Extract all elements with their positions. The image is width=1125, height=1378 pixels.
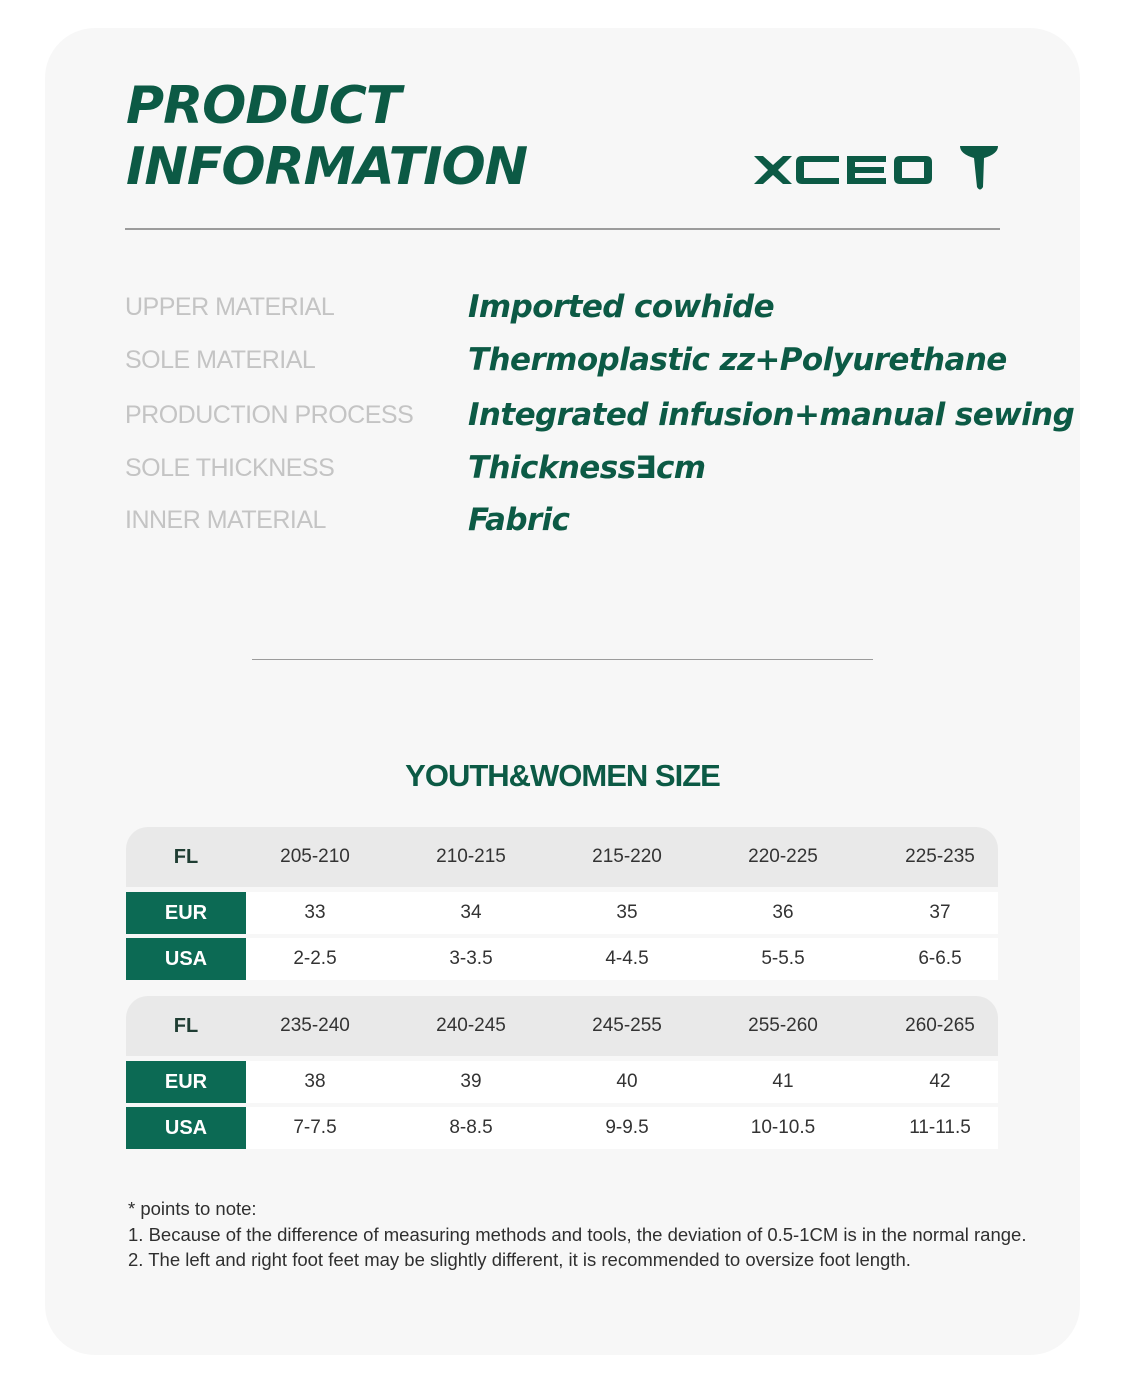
table-cell: 240-245 xyxy=(436,1015,506,1036)
table-cell: 225-235 xyxy=(905,846,975,867)
table-cell: 215-220 xyxy=(592,846,662,867)
brand-logo xyxy=(752,144,1002,196)
table-cell: 7-7.5 xyxy=(293,1117,337,1138)
note-item-2: 2. The left and right foot feet may be slightly different, it is recommended to oversize foot length. xyxy=(128,1249,911,1270)
row-label: FL xyxy=(173,1014,199,1037)
table-cell: 10-10.5 xyxy=(750,1117,816,1138)
page-title xyxy=(126,76,527,198)
section-divider xyxy=(252,659,873,660)
table-cell: 235-240 xyxy=(280,1015,350,1036)
table-cell: 3-3.5 xyxy=(449,948,493,969)
table-cell: 8-8.5 xyxy=(449,1117,493,1138)
spec-value: Imported cowhide xyxy=(468,289,775,325)
spec-label: PRODUCTION PROCESS xyxy=(125,401,414,429)
size-chart-title: YOUTH&WOMEN SIZE xyxy=(405,758,720,793)
table-row-fl xyxy=(126,827,998,887)
table-cell: 220-225 xyxy=(748,846,818,867)
title-line-1: PRODUCT xyxy=(126,76,401,136)
spec-value: Fabric xyxy=(468,502,570,538)
golf-tee-icon xyxy=(960,146,998,190)
spec-row-inner-material xyxy=(125,495,1005,545)
table-cell: 9-9.5 xyxy=(605,1117,649,1138)
table-cell: 205-210 xyxy=(280,846,350,867)
brand-wordmark xyxy=(754,156,932,184)
table-cell: 39 xyxy=(460,1071,482,1092)
table-cell: 6-6.5 xyxy=(918,948,962,969)
spec-value: Thermoplastic zz+Polyurethane xyxy=(468,342,1007,378)
header-divider xyxy=(125,228,1000,230)
table-cell: 37 xyxy=(929,902,951,923)
table-row-usa xyxy=(126,1107,998,1149)
table-row-fl xyxy=(126,996,998,1056)
row-label: FL xyxy=(173,845,199,868)
spec-label: SOLE MATERIAL xyxy=(125,346,316,374)
spec-label: UPPER MATERIAL xyxy=(125,293,335,321)
table-cell: 38 xyxy=(304,1071,326,1092)
table-cell: 4-4.5 xyxy=(605,948,649,969)
note-item-1: 1. Because of the difference of measuring methods and tools, the deviation of 0.5-1CM is in the normal range. xyxy=(128,1223,1027,1245)
table-cell: 260-265 xyxy=(905,1015,975,1036)
table-cell: 40 xyxy=(616,1071,638,1092)
table-cell: 41 xyxy=(772,1071,794,1092)
table-cell: 11-11.5 xyxy=(909,1117,971,1138)
table-cell: 36 xyxy=(772,902,794,923)
table-cell: 34 xyxy=(460,902,482,923)
table-row-usa xyxy=(126,938,998,980)
table-row-eur xyxy=(126,892,998,934)
spec-value: Integrated infusion+manual sewing xyxy=(468,397,1075,433)
spec-label: SOLE THICKNESS xyxy=(125,454,335,482)
spec-label: INNER MATERIAL xyxy=(125,506,326,534)
spec-value: Thickness∃cm xyxy=(468,450,706,486)
spec-row-sole-material xyxy=(125,335,1005,385)
spec-row-production-process xyxy=(125,390,1075,440)
spec-row-sole-thickness xyxy=(125,443,1005,493)
row-label: EUR xyxy=(126,1061,246,1103)
table-cell: 33 xyxy=(304,902,326,923)
title-line-2: INFORMATION xyxy=(126,137,528,197)
table-cell: 2-2.5 xyxy=(293,948,337,969)
table-cell: 210-215 xyxy=(436,846,506,867)
table-cell: 255-260 xyxy=(748,1015,818,1036)
notes-section xyxy=(128,1196,1028,1273)
spec-row-upper-material xyxy=(125,282,1005,332)
row-label: EUR xyxy=(126,892,246,934)
row-label: USA xyxy=(126,938,246,980)
table-cell: 5-5.5 xyxy=(761,948,805,969)
row-label: USA xyxy=(126,1107,246,1149)
table-row-eur xyxy=(126,1061,998,1103)
notes-heading: * points to note: xyxy=(128,1198,257,1219)
table-cell: 35 xyxy=(616,902,638,923)
table-cell: 245-255 xyxy=(592,1015,662,1036)
table-cell: 42 xyxy=(929,1071,951,1092)
